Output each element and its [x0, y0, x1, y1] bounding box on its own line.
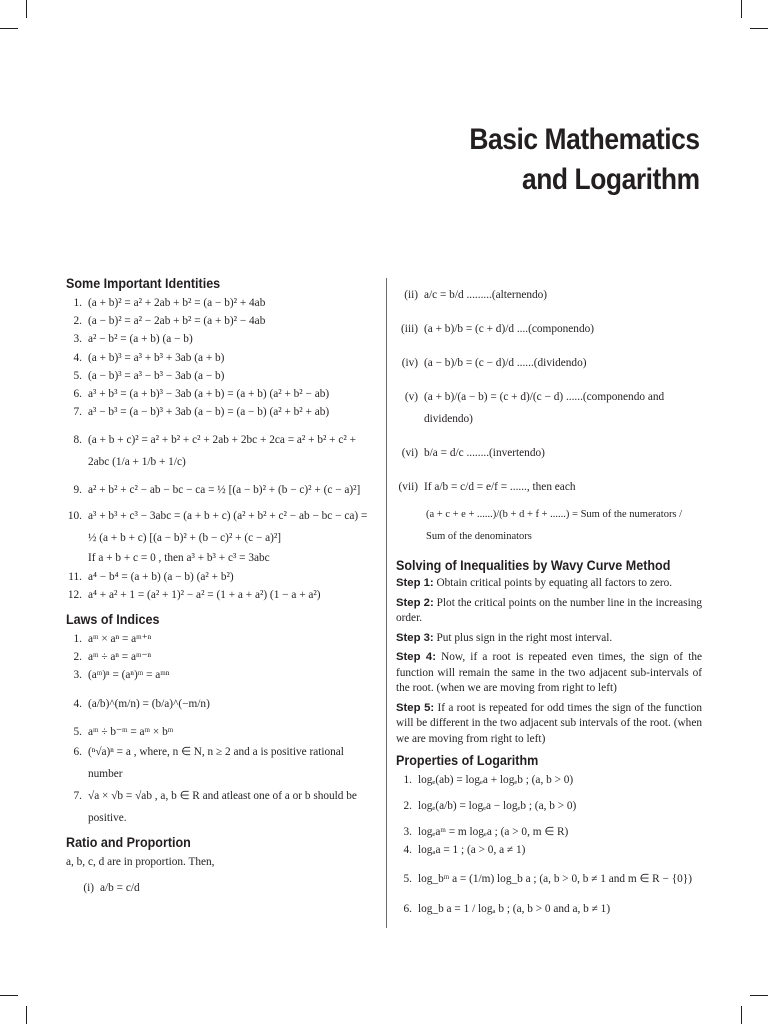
item-text: logₑ(ab) = logₑa + logₑb ; (a, b > 0): [418, 774, 574, 786]
list-item: [396, 771, 702, 789]
step-text: Put plus sign in the right most interval.: [436, 631, 613, 644]
item-text: a/b = c/d: [100, 882, 140, 895]
step-paragraph: [396, 631, 702, 647]
item-text: (a + b)² = a² + 2ab + b² = (a − b)² + 4ab: [88, 297, 266, 309]
list-item: [66, 693, 378, 715]
item-number: (iv): [401, 357, 418, 369]
item-number: (vi): [401, 447, 418, 459]
item-number: 2.: [73, 315, 82, 328]
item-text: a/c = b/d .........(alternendo): [424, 289, 548, 301]
step-text: Obtain critical points by equating all factors to zero.: [436, 577, 673, 589]
ratio-list: [396, 284, 702, 548]
item-text: log_bᵐ a = (1/m) log_b a ; (a, b > 0, b ≠ 1 and m ∈ R − {0}): [418, 872, 692, 885]
item-text: If a + b + c = 0 , then a³ + b³ + c³ = 3abc: [88, 552, 270, 565]
list-item: [66, 294, 378, 312]
list-item: [396, 795, 702, 817]
list-item: [66, 785, 378, 829]
list-item: [66, 586, 378, 604]
item-number: (i): [83, 882, 94, 895]
list-item: [396, 868, 702, 890]
crop-mark: [750, 995, 768, 996]
item-text: (ⁿ√a)ⁿ = a , where, n ∈ N, n ≥ 2 and a is positive rational number: [88, 745, 344, 780]
step-label: Step 1:: [396, 577, 434, 589]
item-text: a³ − b³ = (a − b)³ + 3ab (a − b) = (a − b) (a² + b² + ab): [88, 406, 330, 419]
list-item: [66, 505, 378, 549]
crop-mark: [26, 1006, 27, 1024]
crop-mark: [741, 0, 742, 18]
step-label: Step 4:: [396, 651, 436, 663]
ratio-intro: a, b, c, d are in proportion. Then,: [66, 855, 215, 868]
identities-heading: Some Important Identities: [66, 276, 221, 291]
item-number: 6.: [73, 745, 82, 758]
list-item: [396, 823, 702, 841]
indices-list: [66, 630, 378, 829]
item-number: 3.: [403, 826, 412, 839]
item-text: a² − b² = (a + b) (a − b): [88, 333, 193, 346]
item-number: 4.: [73, 351, 82, 364]
ratio-heading: Ratio and Proportion: [66, 834, 191, 850]
step-paragraph: [396, 596, 702, 627]
identities-list: [66, 294, 378, 604]
item-text: (aᵐ)ⁿ = (aⁿ)ᵐ = aᵐⁿ: [88, 669, 170, 682]
item-text: If a/b = c/d = e/f = ......, then each: [424, 481, 576, 493]
item-text: (a + b)/b = (c + d)/d ....(componendo): [424, 323, 595, 335]
item-text: aᵐ × aⁿ = aᵐ⁺ⁿ: [88, 633, 152, 646]
item-number: 12.: [67, 588, 82, 601]
item-number: 8.: [73, 434, 82, 447]
crop-mark: [750, 28, 768, 29]
list-item: [396, 318, 702, 340]
item-number: 6.: [403, 902, 412, 915]
list-item: [66, 312, 378, 330]
step-label: Step 3:: [396, 631, 434, 644]
item-number: 5.: [403, 872, 412, 885]
item-number: 9.: [73, 484, 82, 497]
list-item: [66, 549, 378, 567]
steps-list: [396, 576, 702, 747]
list-item: [396, 284, 702, 306]
list-item: [66, 429, 378, 473]
item-number: [66, 549, 82, 567]
item-number: 10.: [67, 510, 82, 523]
item-number: 7.: [73, 406, 82, 419]
item-number: (iii): [401, 323, 418, 335]
item-number: 4.: [73, 697, 82, 710]
step-text: If a root is repeated for odd times the sign of the function will be different in the two adjacent sub intervals of the root. (when we are moving from right to left): [396, 701, 702, 745]
list-item: [396, 841, 702, 859]
item-text: logₑaᵐ = m logₑa ; (a > 0, m ∈ R): [418, 826, 569, 839]
crop-mark: [0, 28, 18, 29]
step-paragraph: [396, 576, 702, 592]
list-item: [66, 741, 378, 785]
list-item: [66, 349, 378, 367]
crop-mark: [26, 0, 27, 18]
item-text: a³ + b³ = (a + b)³ − 3ab (a + b) = (a + b) (a² + b² − ab): [88, 388, 330, 401]
step-label: Step 2:: [396, 596, 434, 609]
item-number: 2.: [73, 651, 82, 664]
item-number: 3.: [73, 669, 82, 682]
item-text: (a − b)/b = (c − d)/d ......(dividendo): [424, 357, 587, 369]
list-item: [66, 568, 378, 586]
item-text: (a + b)³ = a³ + b³ + 3ab (a + b): [88, 351, 225, 364]
item-text: (a + c + e + ......)/(b + d + f + ......) = Sum of the numerators / Sum of the denominators: [426, 509, 683, 542]
left-column: [66, 272, 378, 897]
item-number: 1.: [73, 297, 82, 309]
item-number: 3.: [73, 333, 82, 346]
list-item: [78, 879, 378, 897]
step-text: Plot the critical points on the number line in the increasing order.: [396, 596, 702, 624]
column-divider: [386, 278, 387, 928]
item-text: (a − b)³ = a³ − b³ − 3ab (a − b): [88, 369, 225, 382]
crop-mark: [741, 1006, 742, 1024]
chapter-title: [470, 120, 700, 200]
list-item: [396, 442, 702, 464]
wavy-curve-heading: Solving of Inequalities by Wavy Curve Method: [396, 558, 671, 573]
item-number: (v): [404, 391, 418, 403]
item-number: 5.: [73, 369, 82, 382]
list-item: [66, 367, 378, 385]
list-item: [396, 386, 702, 430]
step-text: Now, if a root is repeated even times, the sign of the function will remain the same in the two adjacent sub-intervals of the root. (when we are moving from right to left): [396, 651, 703, 694]
item-text: logₐa = 1 ; (a > 0, a ≠ 1): [418, 844, 526, 857]
step-label: Step 5:: [396, 701, 435, 714]
item-text: log_b a = 1 / logₐ b ; (a, b > 0 and a, b ≠ 1): [418, 902, 611, 915]
item-text: a² + b² + c² − ab − bc − ca = ½ [(a − b)² + (b − c)² + (c − a)²]: [88, 484, 361, 497]
item-number: 5.: [73, 725, 82, 738]
item-text: (a − b)² = a² − 2ab + b² = (a + b)² − 4ab: [88, 315, 266, 328]
item-number: 11.: [68, 570, 82, 583]
item-number: 2.: [403, 800, 412, 813]
item-number: 1.: [403, 774, 412, 786]
logarithm-heading: Properties of Logarithm: [396, 753, 539, 768]
list-item: [426, 504, 702, 548]
item-text: a⁴ + a² + 1 = (a² + 1)² − a² = (1 + a + a²) (1 − a + a²): [88, 588, 321, 601]
step-paragraph: [396, 650, 702, 697]
title-line-2: and Logarithm: [522, 163, 700, 196]
list-item: [66, 723, 378, 741]
item-number: 7.: [73, 789, 82, 802]
list-item: [66, 330, 378, 348]
item-text: a³ + b³ + c³ − 3abc = (a + b + c) (a² + b² + c² − ab − bc − ca) = ½ (a + b + c) [(a − b)² + (b − c)² + (c − a)²]: [88, 510, 368, 545]
item-text: (a/b)^(m/n) = (b/a)^(−m/n): [88, 697, 210, 710]
list-item: [66, 630, 378, 648]
item-text: (a + b)/(a − b) = (c + d)/(c − d) ......(componendo and dividendo): [424, 391, 665, 425]
list-item: [66, 385, 378, 403]
item-text: a⁴ − b⁴ = (a + b) (a − b) (a² + b²): [88, 570, 234, 583]
step-paragraph: [396, 701, 702, 748]
list-item: [396, 352, 702, 374]
item-number: 6.: [73, 388, 82, 401]
item-text: logₑ(a/b) = logₑa − logₑb ; (a, b > 0): [418, 800, 577, 813]
item-number: 1.: [73, 633, 82, 646]
item-number: (vii): [398, 481, 418, 493]
crop-mark: [0, 995, 18, 996]
item-number: 4.: [403, 844, 412, 857]
item-text: aᵐ ÷ b⁻ᵐ = aᵐ × bᵐ: [88, 725, 174, 738]
right-column: [396, 272, 702, 920]
item-number: (ii): [404, 289, 418, 301]
list-item: [66, 479, 378, 501]
item-text: (a + b + c)² = a² + b² + c² + 2ab + 2bc + 2ca = a² + b² + c² + 2abc (1/a + 1/b + 1/c): [88, 434, 356, 469]
title-line-1: Basic Mathematics: [469, 123, 700, 156]
logarithm-list: [396, 771, 702, 920]
item-text: b/a = d/c ........(invertendo): [424, 447, 545, 459]
list-item: [396, 476, 702, 498]
list-item: [66, 666, 378, 684]
item-text: aᵐ ÷ aⁿ = aᵐ⁻ⁿ: [88, 651, 152, 664]
item-text: √a × √b = √ab , a, b ∈ R and atleast one of a or b should be positive.: [88, 789, 357, 824]
list-item: [396, 898, 702, 920]
list-item: [66, 403, 378, 421]
list-item: [66, 648, 378, 666]
indices-heading: Laws of Indices: [66, 612, 160, 628]
